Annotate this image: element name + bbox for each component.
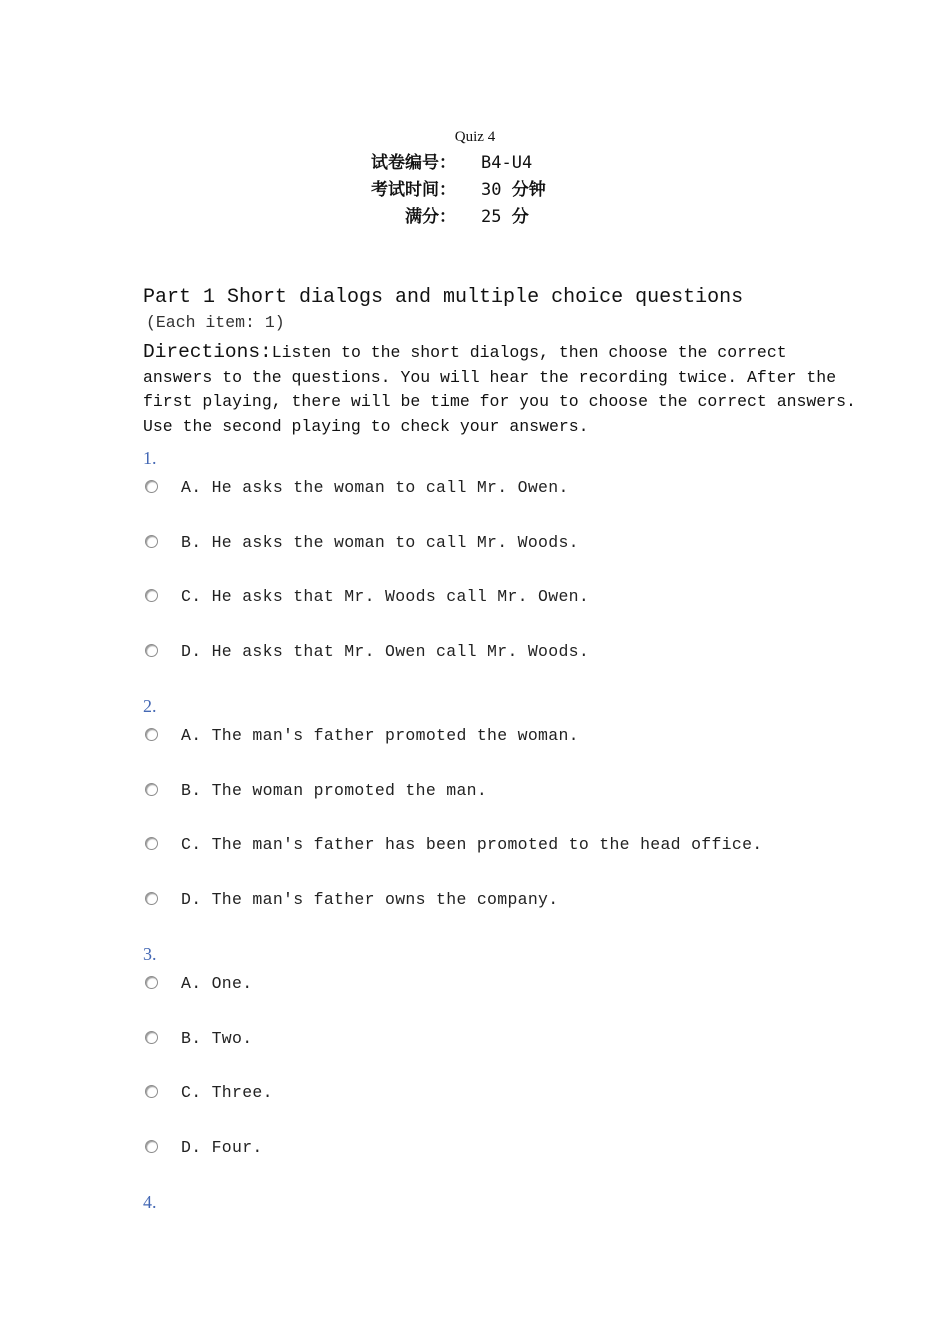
answer-option[interactable] (145, 476, 845, 500)
quiz-title: Quiz 4 (454, 129, 496, 145)
question-number: 2. (143, 696, 157, 716)
question-number: 1. (143, 448, 157, 468)
answer-option[interactable] (145, 888, 845, 912)
option-text: C. Three. (181, 1083, 273, 1102)
radio-button[interactable] (145, 589, 158, 602)
paper-number-label: 试卷编号： (371, 153, 456, 173)
paper-number-row (0, 150, 950, 177)
option-text: B. Two. (181, 1029, 253, 1048)
exam-time-label: 考试时间： (371, 180, 456, 200)
option-text: B. He asks the woman to call Mr. Woods. (181, 533, 579, 552)
radio-button[interactable] (145, 892, 158, 905)
directions-label: Directions: (143, 341, 272, 363)
option-text: A. The man's father promoted the woman. (181, 726, 579, 745)
option-text: A. One. (181, 974, 253, 993)
option-text: C. He asks that Mr. Woods call Mr. Owen. (181, 587, 590, 606)
radio-button[interactable] (145, 1031, 158, 1044)
full-score-value: 25 分 (481, 207, 529, 227)
answer-option[interactable] (145, 972, 845, 996)
option-text: D. Four. (181, 1138, 263, 1157)
answer-option[interactable] (145, 1027, 845, 1051)
radio-button[interactable] (145, 480, 158, 493)
directions-line: Listen to the short dialogs, then choose the correct (271, 343, 787, 362)
answer-option[interactable] (145, 640, 845, 664)
directions-line: Use the second playing to check your answers. (143, 417, 589, 437)
option-text: B. The woman promoted the man. (181, 781, 488, 800)
directions (143, 340, 856, 440)
radio-button[interactable] (145, 783, 158, 796)
option-text: D. He asks that Mr. Owen call Mr. Woods. (181, 642, 590, 661)
answer-option[interactable] (145, 1136, 845, 1160)
directions-line: answers to the questions. You will hear the recording twice. After the (143, 367, 837, 387)
question-number: 3. (143, 944, 157, 964)
part-title: Part 1 Short dialogs and multiple choice questions (143, 286, 744, 309)
radio-button[interactable] (145, 1085, 158, 1098)
answer-option[interactable] (145, 833, 845, 857)
question-number: 4. (143, 1192, 157, 1212)
option-text: D. The man's father owns the company. (181, 890, 559, 909)
exam-time-row (0, 177, 950, 204)
answer-option[interactable] (145, 779, 845, 803)
full-score-row (0, 204, 950, 231)
option-text: A. He asks the woman to call Mr. Owen. (181, 478, 569, 497)
radio-button[interactable] (145, 728, 158, 741)
radio-button[interactable] (145, 976, 158, 989)
radio-button[interactable] (145, 1140, 158, 1153)
radio-button[interactable] (145, 837, 158, 850)
answer-option[interactable] (145, 1081, 845, 1105)
radio-button[interactable] (145, 644, 158, 657)
answer-option[interactable] (145, 724, 845, 748)
answer-option[interactable] (145, 531, 845, 555)
part-subtitle: (Each item: 1) (146, 313, 285, 332)
exam-time-value: 30 分钟 (481, 180, 546, 200)
directions-line: first playing, there will be time for you to choose the correct answers. (143, 392, 856, 412)
full-score-label: 满分： (405, 207, 456, 227)
paper-number-value: B4-U4 (481, 153, 533, 173)
radio-button[interactable] (145, 535, 158, 548)
answer-option[interactable] (145, 585, 845, 609)
option-text: C. The man's father has been promoted to the head office. (181, 835, 763, 854)
